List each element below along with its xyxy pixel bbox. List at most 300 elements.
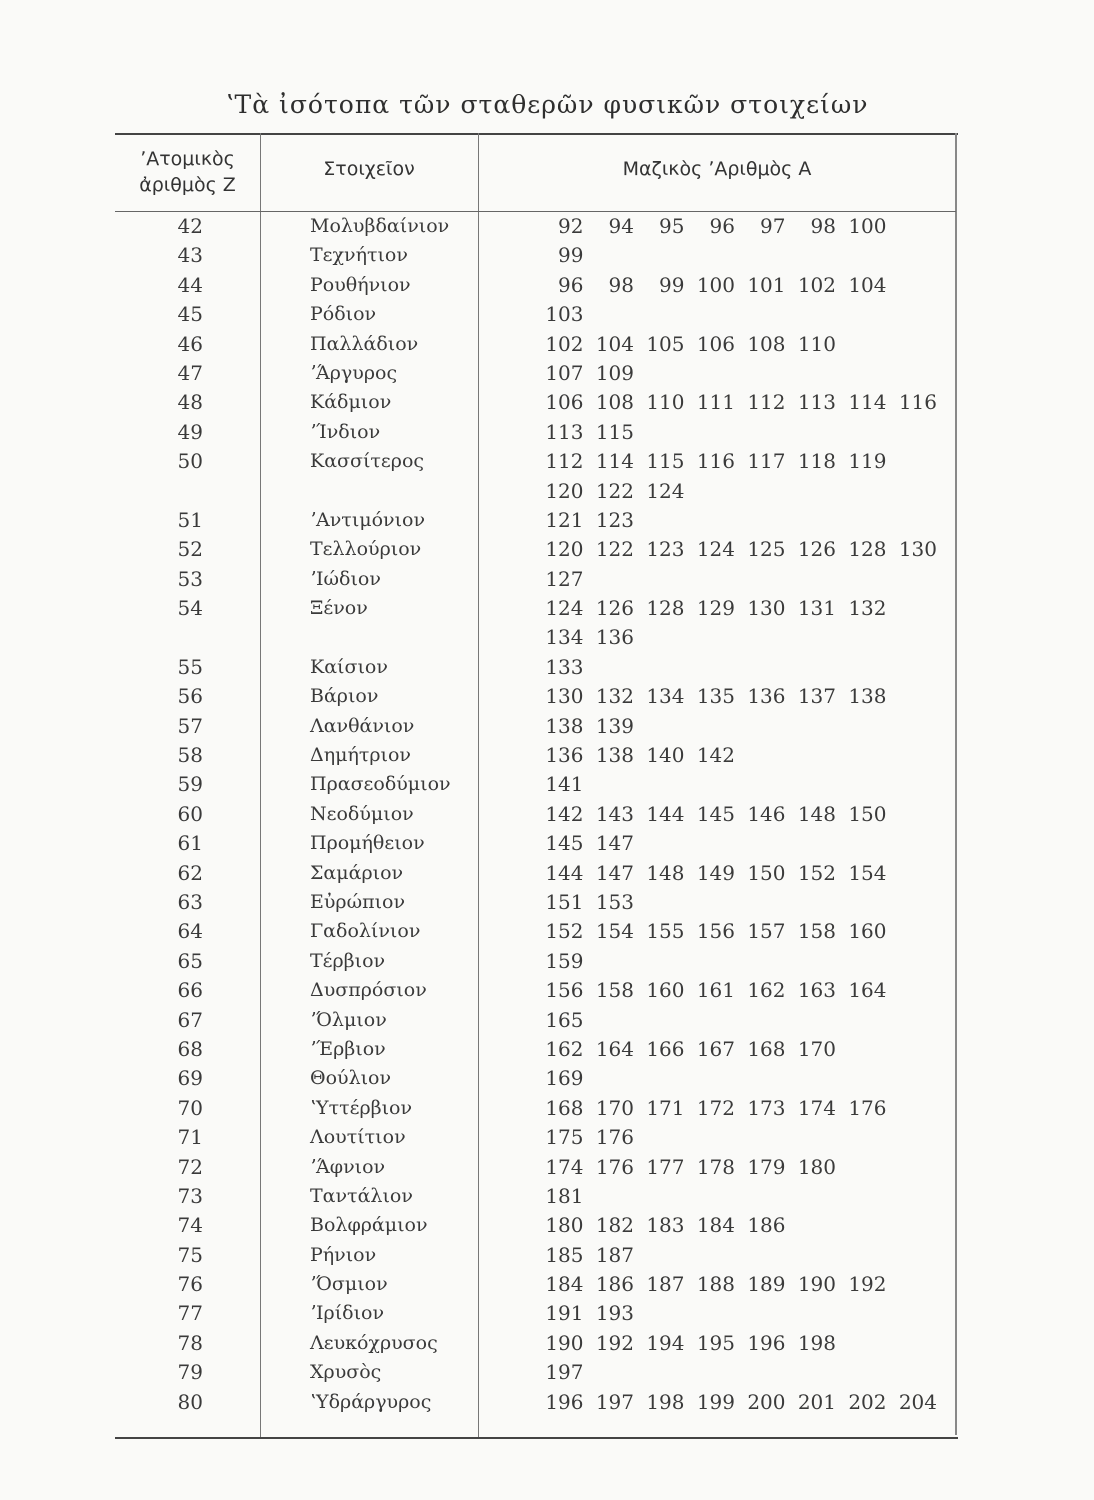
mass-numbers-cell bbox=[533, 1094, 953, 1123]
mass-number: 181 bbox=[545, 1183, 584, 1208]
mass-number: 171 bbox=[646, 1095, 685, 1120]
mass-number: 168 bbox=[747, 1036, 786, 1061]
table-row bbox=[115, 682, 956, 711]
mass-number: 169 bbox=[545, 1066, 584, 1091]
table-row bbox=[115, 418, 956, 447]
table-row bbox=[115, 770, 956, 799]
atomic-number-cell: 70 bbox=[177, 1095, 203, 1120]
mass-numbers-cell bbox=[533, 682, 953, 711]
mass-numbers-cell bbox=[533, 1064, 953, 1093]
table-row bbox=[115, 976, 956, 1005]
table-row bbox=[115, 359, 956, 388]
element-name-cell: Τεχνήτιον bbox=[310, 244, 408, 267]
mass-number: 167 bbox=[696, 1036, 735, 1061]
mass-numbers-cell bbox=[533, 1123, 953, 1152]
mass-numbers-cell bbox=[533, 976, 953, 1005]
mass-number: 147 bbox=[595, 831, 634, 856]
atomic-number-cell: 51 bbox=[177, 507, 203, 532]
mass-numbers-cell bbox=[533, 388, 953, 417]
table-row bbox=[115, 241, 956, 270]
atomic-number-cell: 65 bbox=[177, 948, 203, 973]
atomic-number-cell: 75 bbox=[177, 1242, 203, 1267]
mass-numbers-cell bbox=[533, 623, 953, 652]
table-row bbox=[115, 212, 956, 241]
mass-number: 102 bbox=[797, 272, 836, 297]
mass-numbers-cell bbox=[533, 418, 953, 447]
table-row bbox=[115, 1211, 956, 1240]
mass-number: 113 bbox=[545, 419, 584, 444]
mass-number: 147 bbox=[595, 860, 634, 885]
mass-number: 173 bbox=[747, 1095, 786, 1120]
mass-numbers-cell bbox=[533, 800, 953, 829]
table-row bbox=[115, 888, 956, 917]
mass-number: 143 bbox=[595, 801, 634, 826]
element-name-cell: ʼΆφνιον bbox=[310, 1155, 386, 1178]
mass-number: 160 bbox=[646, 978, 685, 1003]
mass-number: 142 bbox=[696, 743, 735, 768]
mass-number: 161 bbox=[696, 978, 735, 1003]
mass-number: 114 bbox=[848, 390, 887, 415]
mass-number: 128 bbox=[848, 537, 887, 562]
mass-number: 116 bbox=[898, 390, 937, 415]
mass-number: 124 bbox=[646, 478, 685, 503]
mass-number: 198 bbox=[646, 1389, 685, 1414]
mass-number: 115 bbox=[595, 419, 634, 444]
atomic-number-cell: 52 bbox=[177, 537, 203, 562]
element-name-cell: Δυσπρόσιον bbox=[310, 979, 427, 1002]
mass-numbers-cell bbox=[533, 1035, 953, 1064]
mass-number: 134 bbox=[646, 684, 685, 709]
mass-number: 98 bbox=[608, 272, 634, 297]
mass-number: 145 bbox=[696, 801, 735, 826]
mass-number: 156 bbox=[545, 978, 584, 1003]
mass-number: 136 bbox=[545, 743, 584, 768]
mass-number: 94 bbox=[608, 214, 634, 238]
table-row bbox=[115, 477, 956, 506]
element-name-cell: Ρόδιον bbox=[310, 303, 377, 326]
atomic-number-cell: 56 bbox=[177, 684, 203, 709]
table-row bbox=[115, 1006, 956, 1035]
atomic-number-cell: 44 bbox=[177, 272, 203, 297]
mass-numbers-cell bbox=[533, 330, 953, 359]
element-name-cell: Εὐρώπιον bbox=[310, 890, 406, 913]
mass-numbers-cell bbox=[533, 535, 953, 564]
mass-number: 197 bbox=[595, 1389, 634, 1414]
atomic-number-cell: 48 bbox=[177, 390, 203, 415]
atomic-number-cell: 67 bbox=[177, 1007, 203, 1032]
mass-number: 177 bbox=[646, 1154, 685, 1179]
mass-number: 174 bbox=[797, 1095, 836, 1120]
element-name-cell: Γαδολίνιον bbox=[310, 920, 421, 943]
atomic-number-cell: 79 bbox=[177, 1360, 203, 1385]
mass-number: 110 bbox=[646, 390, 685, 415]
table-row bbox=[115, 947, 956, 976]
mass-number: 176 bbox=[595, 1154, 634, 1179]
mass-number: 152 bbox=[797, 860, 836, 885]
mass-number: 150 bbox=[747, 860, 786, 885]
mass-numbers-cell bbox=[533, 947, 953, 976]
mass-number: 149 bbox=[696, 860, 735, 885]
mass-number: 186 bbox=[747, 1213, 786, 1238]
mass-number: 172 bbox=[696, 1095, 735, 1120]
mass-numbers-cell bbox=[533, 1006, 953, 1035]
mass-number: 199 bbox=[696, 1389, 735, 1414]
atomic-number-cell: 47 bbox=[177, 360, 203, 385]
atomic-number-cell: 42 bbox=[177, 214, 203, 238]
mass-number: 105 bbox=[646, 331, 685, 356]
mass-number: 120 bbox=[545, 478, 584, 503]
mass-number: 141 bbox=[545, 772, 584, 797]
mass-number: 157 bbox=[747, 919, 786, 944]
element-name-cell: Καίσιον bbox=[310, 655, 388, 678]
table-row bbox=[115, 829, 956, 858]
mass-numbers-cell bbox=[533, 1358, 953, 1387]
mass-number: 168 bbox=[545, 1095, 584, 1120]
atomic-number-cell: 66 bbox=[177, 978, 203, 1003]
mass-number: 153 bbox=[595, 889, 634, 914]
mass-number: 136 bbox=[747, 684, 786, 709]
table-row bbox=[115, 1123, 956, 1152]
mass-numbers-cell bbox=[533, 1211, 953, 1240]
mass-number: 160 bbox=[848, 919, 887, 944]
mass-numbers-cell bbox=[533, 829, 953, 858]
mass-number: 137 bbox=[797, 684, 836, 709]
mass-number: 134 bbox=[545, 625, 584, 650]
mass-number: 118 bbox=[797, 449, 836, 474]
mass-number: 122 bbox=[595, 537, 634, 562]
mass-number: 122 bbox=[595, 478, 634, 503]
mass-number: 145 bbox=[545, 831, 584, 856]
mass-numbers-cell bbox=[533, 770, 953, 799]
mass-number: 108 bbox=[747, 331, 786, 356]
table-row bbox=[115, 535, 956, 564]
element-name-cell: ʽΥδράργυρος bbox=[310, 1390, 432, 1413]
table-row bbox=[115, 1035, 956, 1064]
mass-number: 186 bbox=[595, 1272, 634, 1297]
mass-number: 179 bbox=[747, 1154, 786, 1179]
atomic-number-cell: 80 bbox=[177, 1389, 203, 1414]
mass-numbers-cell bbox=[533, 477, 953, 506]
mass-numbers-cell bbox=[533, 1299, 953, 1328]
mass-number: 135 bbox=[696, 684, 735, 709]
atomic-number-cell: 73 bbox=[177, 1183, 203, 1208]
table-row bbox=[115, 300, 956, 329]
mass-number: 197 bbox=[545, 1360, 584, 1385]
mass-number: 188 bbox=[696, 1272, 735, 1297]
element-name-cell: Πρασεοδύμιον bbox=[310, 773, 451, 796]
mass-numbers-cell bbox=[533, 712, 953, 741]
mass-numbers-cell bbox=[533, 1270, 953, 1299]
mass-number: 202 bbox=[848, 1389, 887, 1414]
mass-number: 184 bbox=[545, 1272, 584, 1297]
mass-number: 170 bbox=[797, 1036, 836, 1061]
mass-number: 92 bbox=[558, 214, 584, 238]
atomic-number-cell: 64 bbox=[177, 919, 203, 944]
mass-number: 152 bbox=[545, 919, 584, 944]
mass-number: 156 bbox=[696, 919, 735, 944]
mass-number: 162 bbox=[545, 1036, 584, 1061]
mass-number: 96 bbox=[709, 214, 735, 238]
element-name-cell: Μολυβδαίνιον bbox=[310, 215, 450, 237]
mass-numbers-cell bbox=[533, 594, 953, 623]
mass-number: 133 bbox=[545, 654, 584, 679]
mass-number: 101 bbox=[747, 272, 786, 297]
table-row bbox=[115, 1299, 956, 1328]
mass-number: 189 bbox=[747, 1272, 786, 1297]
mass-number: 178 bbox=[696, 1154, 735, 1179]
table-row bbox=[115, 1182, 956, 1211]
mass-number: 130 bbox=[747, 596, 786, 621]
mass-number: 106 bbox=[696, 331, 735, 356]
mass-number: 97 bbox=[760, 214, 786, 238]
element-name-cell: Λουτίτιον bbox=[310, 1126, 406, 1149]
table-row bbox=[115, 271, 956, 300]
mass-number: 180 bbox=[545, 1213, 584, 1238]
atomic-number-cell: 77 bbox=[177, 1301, 203, 1326]
mass-number: 128 bbox=[646, 596, 685, 621]
atomic-number-cell: 55 bbox=[177, 654, 203, 679]
mass-number: 125 bbox=[747, 537, 786, 562]
atomic-number-cell: 54 bbox=[177, 596, 203, 621]
mass-numbers-cell bbox=[533, 1388, 953, 1417]
element-name-cell: Σαμάριον bbox=[310, 861, 404, 884]
element-name-cell: Ρήνιον bbox=[310, 1243, 377, 1266]
mass-number: 174 bbox=[545, 1154, 584, 1179]
table-row bbox=[115, 800, 956, 829]
mass-numbers-cell bbox=[533, 859, 953, 888]
element-name-cell: ʼΙρίδιον bbox=[310, 1302, 385, 1325]
mass-number: 187 bbox=[595, 1242, 634, 1267]
mass-number: 99 bbox=[659, 272, 685, 297]
mass-number: 131 bbox=[797, 596, 836, 621]
mass-number: 132 bbox=[595, 684, 634, 709]
atomic-number-cell: 59 bbox=[177, 772, 203, 797]
mass-numbers-cell bbox=[533, 1241, 953, 1270]
mass-number: 144 bbox=[545, 860, 584, 885]
element-name-cell: ʼΈρβιον bbox=[310, 1037, 386, 1060]
mass-number: 148 bbox=[646, 860, 685, 885]
mass-number: 154 bbox=[595, 919, 634, 944]
mass-number: 110 bbox=[797, 331, 836, 356]
mass-number: 184 bbox=[696, 1213, 735, 1238]
atomic-number-cell: 68 bbox=[177, 1036, 203, 1061]
header-atomic-number-line1: ʼΑτομικὸς bbox=[140, 148, 235, 170]
atomic-number-cell: 46 bbox=[177, 331, 203, 356]
element-name-cell: ʼΑντιμόνιον bbox=[310, 508, 426, 531]
table-row bbox=[115, 594, 956, 623]
mass-number: 136 bbox=[595, 625, 634, 650]
element-name-cell: Δημήτριον bbox=[310, 744, 411, 767]
mass-number: 158 bbox=[797, 919, 836, 944]
table-row bbox=[115, 565, 956, 594]
element-name-cell: Λευκόχρυσος bbox=[310, 1331, 438, 1354]
table-row bbox=[115, 1241, 956, 1270]
atomic-number-cell: 62 bbox=[177, 860, 203, 885]
mass-number: 96 bbox=[558, 272, 584, 297]
mass-number: 165 bbox=[545, 1007, 584, 1032]
mass-number: 119 bbox=[848, 449, 887, 474]
element-name-cell: Βολφράμιον bbox=[310, 1214, 428, 1237]
mass-numbers-cell bbox=[533, 271, 953, 300]
mass-number: 138 bbox=[848, 684, 887, 709]
mass-number: 170 bbox=[595, 1095, 634, 1120]
table-row bbox=[115, 447, 956, 476]
mass-number: 108 bbox=[595, 390, 634, 415]
table-row bbox=[115, 917, 956, 946]
mass-number: 130 bbox=[545, 684, 584, 709]
mass-number: 151 bbox=[545, 889, 584, 914]
atomic-number-cell: 71 bbox=[177, 1125, 203, 1150]
mass-number: 117 bbox=[747, 449, 786, 474]
atomic-number-cell: 74 bbox=[177, 1213, 203, 1238]
mass-number: 102 bbox=[545, 331, 584, 356]
element-name-cell: ʽΥττέρβιον bbox=[310, 1096, 413, 1119]
mass-number: 98 bbox=[810, 214, 836, 238]
mass-number: 140 bbox=[646, 743, 685, 768]
mass-number: 176 bbox=[595, 1125, 634, 1150]
mass-number: 180 bbox=[797, 1154, 836, 1179]
mass-number: 158 bbox=[595, 978, 634, 1003]
atomic-number-cell: 78 bbox=[177, 1330, 203, 1355]
table-row bbox=[115, 1153, 956, 1182]
mass-number: 113 bbox=[797, 390, 836, 415]
table-row bbox=[115, 1329, 956, 1358]
mass-number: 154 bbox=[848, 860, 887, 885]
atomic-number-cell: 69 bbox=[177, 1066, 203, 1091]
mass-number: 120 bbox=[545, 537, 584, 562]
mass-number: 144 bbox=[646, 801, 685, 826]
mass-number: 196 bbox=[545, 1389, 584, 1414]
mass-number: 142 bbox=[545, 801, 584, 826]
atomic-number-cell: 53 bbox=[177, 566, 203, 591]
element-name-cell: Νεοδύμιον bbox=[310, 802, 414, 825]
header-atomic-number bbox=[115, 146, 260, 198]
mass-number: 104 bbox=[595, 331, 634, 356]
mass-number: 123 bbox=[646, 537, 685, 562]
mass-numbers-cell bbox=[533, 888, 953, 917]
table-row bbox=[115, 388, 956, 417]
mass-number: 192 bbox=[595, 1330, 634, 1355]
mass-number: 155 bbox=[646, 919, 685, 944]
element-name-cell: Κάδμιον bbox=[310, 391, 392, 414]
element-name-cell: Λανθάνιον bbox=[310, 714, 415, 737]
mass-number: 104 bbox=[848, 272, 887, 297]
mass-number: 163 bbox=[797, 978, 836, 1003]
mass-number: 106 bbox=[545, 390, 584, 415]
mass-number: 115 bbox=[646, 449, 685, 474]
mass-numbers-cell bbox=[533, 241, 953, 270]
mass-number: 192 bbox=[848, 1272, 887, 1297]
element-name-cell: Χρυσὸς bbox=[310, 1361, 382, 1384]
element-name-cell: ʼΊνδιον bbox=[310, 420, 381, 443]
table-row bbox=[115, 1270, 956, 1299]
mass-number: 193 bbox=[595, 1301, 634, 1326]
mass-number: 164 bbox=[848, 978, 887, 1003]
mass-number: 129 bbox=[696, 596, 735, 621]
mass-numbers-cell bbox=[533, 653, 953, 682]
mass-numbers-cell bbox=[533, 1153, 953, 1182]
mass-number: 124 bbox=[545, 596, 584, 621]
mass-number: 112 bbox=[545, 449, 584, 474]
mass-number: 201 bbox=[797, 1389, 836, 1414]
mass-number: 194 bbox=[646, 1330, 685, 1355]
mass-numbers-cell bbox=[533, 212, 953, 241]
table-row bbox=[115, 1388, 956, 1417]
element-name-cell: ʼΆργυρος bbox=[310, 361, 398, 384]
mass-number: 103 bbox=[545, 302, 584, 327]
header-mass-number: Μαζικὸς ʼΑριθμὸς A bbox=[622, 158, 812, 180]
mass-number: 138 bbox=[595, 743, 634, 768]
table-row bbox=[115, 330, 956, 359]
table-row bbox=[115, 653, 956, 682]
element-name-cell: Θούλιον bbox=[310, 1067, 392, 1090]
mass-number: 159 bbox=[545, 948, 584, 973]
atomic-number-cell: 60 bbox=[177, 801, 203, 826]
mass-number: 196 bbox=[747, 1330, 786, 1355]
mass-numbers-cell bbox=[533, 917, 953, 946]
mass-numbers-cell bbox=[533, 741, 953, 770]
table-row bbox=[115, 506, 956, 535]
header-atomic-number-line2: ἀριθμὸς Z bbox=[139, 174, 236, 196]
mass-number: 185 bbox=[545, 1242, 584, 1267]
mass-number: 183 bbox=[646, 1213, 685, 1238]
table-row bbox=[115, 712, 956, 741]
atomic-number-cell: 58 bbox=[177, 743, 203, 768]
mass-number: 175 bbox=[545, 1125, 584, 1150]
table-row bbox=[115, 741, 956, 770]
table-row bbox=[115, 1358, 956, 1387]
mass-number: 150 bbox=[848, 801, 887, 826]
atomic-number-cell: 57 bbox=[177, 713, 203, 738]
atomic-number-cell: 61 bbox=[177, 831, 203, 856]
mass-number: 146 bbox=[747, 801, 786, 826]
mass-number: 176 bbox=[848, 1095, 887, 1120]
mass-number: 148 bbox=[797, 801, 836, 826]
mass-number: 166 bbox=[646, 1036, 685, 1061]
mass-number: 204 bbox=[898, 1389, 937, 1414]
mass-number: 100 bbox=[848, 214, 887, 238]
mass-number: 112 bbox=[747, 390, 786, 415]
mass-number: 187 bbox=[646, 1272, 685, 1297]
mass-number: 182 bbox=[595, 1213, 634, 1238]
element-name-cell: Βάριον bbox=[310, 685, 379, 708]
atomic-number-cell: 43 bbox=[177, 243, 203, 268]
mass-number: 124 bbox=[696, 537, 735, 562]
element-name-cell: Ταντάλιον bbox=[310, 1184, 413, 1207]
mass-numbers-cell bbox=[533, 447, 953, 476]
mass-numbers-cell bbox=[533, 359, 953, 388]
element-name-cell: Τελλούριον bbox=[310, 538, 422, 561]
atomic-number-cell: 76 bbox=[177, 1272, 203, 1297]
table-body bbox=[115, 212, 956, 1417]
mass-number: 116 bbox=[696, 449, 735, 474]
mass-number: 107 bbox=[545, 360, 584, 385]
element-name-cell: Κασσίτερος bbox=[310, 450, 425, 473]
mass-number: 121 bbox=[545, 507, 584, 532]
table-row bbox=[115, 859, 956, 888]
mass-number: 127 bbox=[545, 566, 584, 591]
mass-number: 195 bbox=[696, 1330, 735, 1355]
mass-number: 138 bbox=[545, 713, 584, 738]
page-title: ʽΤὰ ἰσότοπα τῶν σταθερῶν φυσικῶν στοιχείων bbox=[225, 90, 869, 119]
atomic-number-cell: 45 bbox=[177, 302, 203, 327]
element-name-cell: Παλλάδιον bbox=[310, 332, 419, 355]
table-row bbox=[115, 1094, 956, 1123]
mass-number: 198 bbox=[797, 1330, 836, 1355]
mass-numbers-cell bbox=[533, 565, 953, 594]
mass-number: 200 bbox=[747, 1389, 786, 1414]
atomic-number-cell: 50 bbox=[177, 449, 203, 474]
